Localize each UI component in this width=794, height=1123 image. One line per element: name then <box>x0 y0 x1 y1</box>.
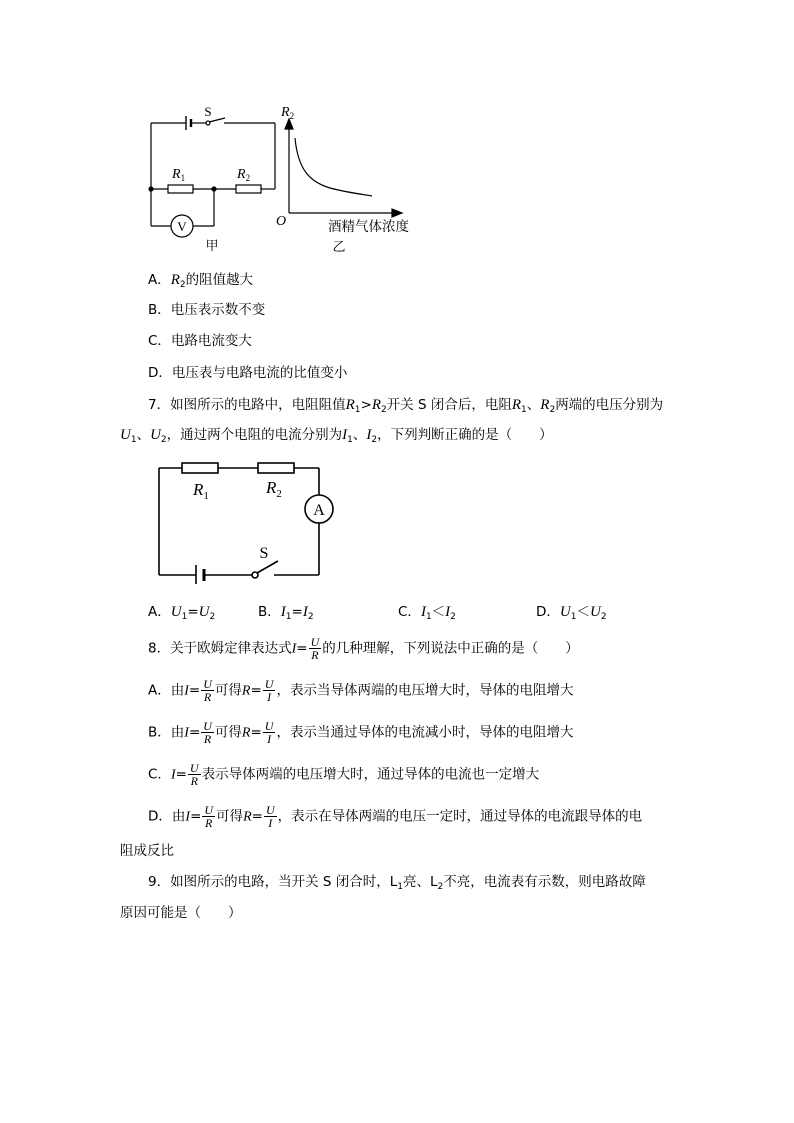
q7-option-a: A．$U_1=U_2$ <box>148 604 216 622</box>
q7-ammeter-label: A <box>313 502 325 519</box>
q7-option-c: C．$I_1<I_2$ <box>398 604 456 622</box>
q6-option-d: D．电压表与电路电流的比值变小 <box>148 365 348 381</box>
q7-stem-line1: 7．如图所示的电路中，电阻阻值$R_1>R_2$开关 S 闭合后，电阻$R_1$、$R_2$两端的电压分别为 <box>148 397 664 415</box>
circuit-jia <box>151 116 275 237</box>
q6-option-c: C．电路电流变大 <box>148 333 252 349</box>
graph-x-label: 酒精气体浓度 <box>328 219 409 235</box>
q7-r2-label: $R_2$ <box>266 478 282 500</box>
q7-switch-blade <box>257 561 278 573</box>
graph-origin: O <box>276 214 287 229</box>
r1-label: $R_1$ <box>172 167 186 183</box>
q8-stem: 8．关于欧姆定律表达式I= $\frac{U}{R}$ 的几种理解，下列说法中正确的是（ ） <box>148 635 579 662</box>
q7-circuit-figure <box>150 458 340 584</box>
q7-r1-label: $R_1$ <box>193 480 209 502</box>
q7-option-b: B．$I_1=I_2$ <box>258 604 314 622</box>
q7-switch-label: S <box>259 545 269 562</box>
resistor-r2 <box>236 185 261 193</box>
q7-option-d: D．$U_1<U_2$ <box>536 604 607 622</box>
q8-option-a: A．由I= $\frac{U}{R}$ 可得R= $\frac{U}{I}$ ，表示当导体两端的电压增大时，导体的电阻增大 <box>148 677 574 704</box>
caption-yi: 乙 <box>332 240 346 255</box>
r2-concentration-curve <box>295 138 372 196</box>
junction-left <box>148 186 153 191</box>
q6-option-a: A．$R_2$的阻值越大 <box>148 272 254 290</box>
graph-y-label: $R_2$ <box>281 105 295 121</box>
q8-option-c: C．I= $\frac{U}{R}$ 表示导体两端的电压增大时，通过导体的电流也一定增大 <box>148 761 540 788</box>
r2-label: $R_2$ <box>237 167 251 183</box>
q7-stem-line2: $U_1$、$U_2$，通过两个电阻的电流分别为$I_1$、$I_2$，下列判断正确的是（ ） <box>120 427 553 445</box>
q9-stem-line1: 9．如图所示的电路，当开关 S 闭合时，$L_1$亮、$L_2$不亮，电流表有示数，则电路故障 <box>148 874 646 892</box>
q6-option-b: B．电压表示数不变 <box>148 302 266 318</box>
top-figure <box>140 98 440 258</box>
q7-resistor-r2 <box>258 463 294 473</box>
q8-option-d: D．由I= $\frac{U}{R}$ 可得R= $\frac{U}{I}$ ，表示在导体两端的电压一定时，通过导体的电流跟导体的电 <box>148 803 643 830</box>
fraction-u-over-r: $\frac{U}{R}$ <box>310 635 320 662</box>
x-axis-arrow <box>392 209 402 217</box>
q7-resistor-r1 <box>182 463 218 473</box>
caption-jia: 甲 <box>205 239 219 254</box>
q8-option-b: B．由I= $\frac{U}{R}$ 可得R= $\frac{U}{I}$ ，表示当通过导体的电流减小时，导体的电阻增大 <box>148 719 574 746</box>
voltmeter-label: V <box>177 219 187 234</box>
q9-stem-line2: 原因可能是（ ） <box>120 905 242 921</box>
resistor-r1 <box>168 185 193 193</box>
graph-yi <box>285 119 402 217</box>
q8-option-d-cont: 阻成反比 <box>120 843 174 859</box>
switch-label: S <box>204 104 212 119</box>
junction-mid <box>211 186 216 191</box>
